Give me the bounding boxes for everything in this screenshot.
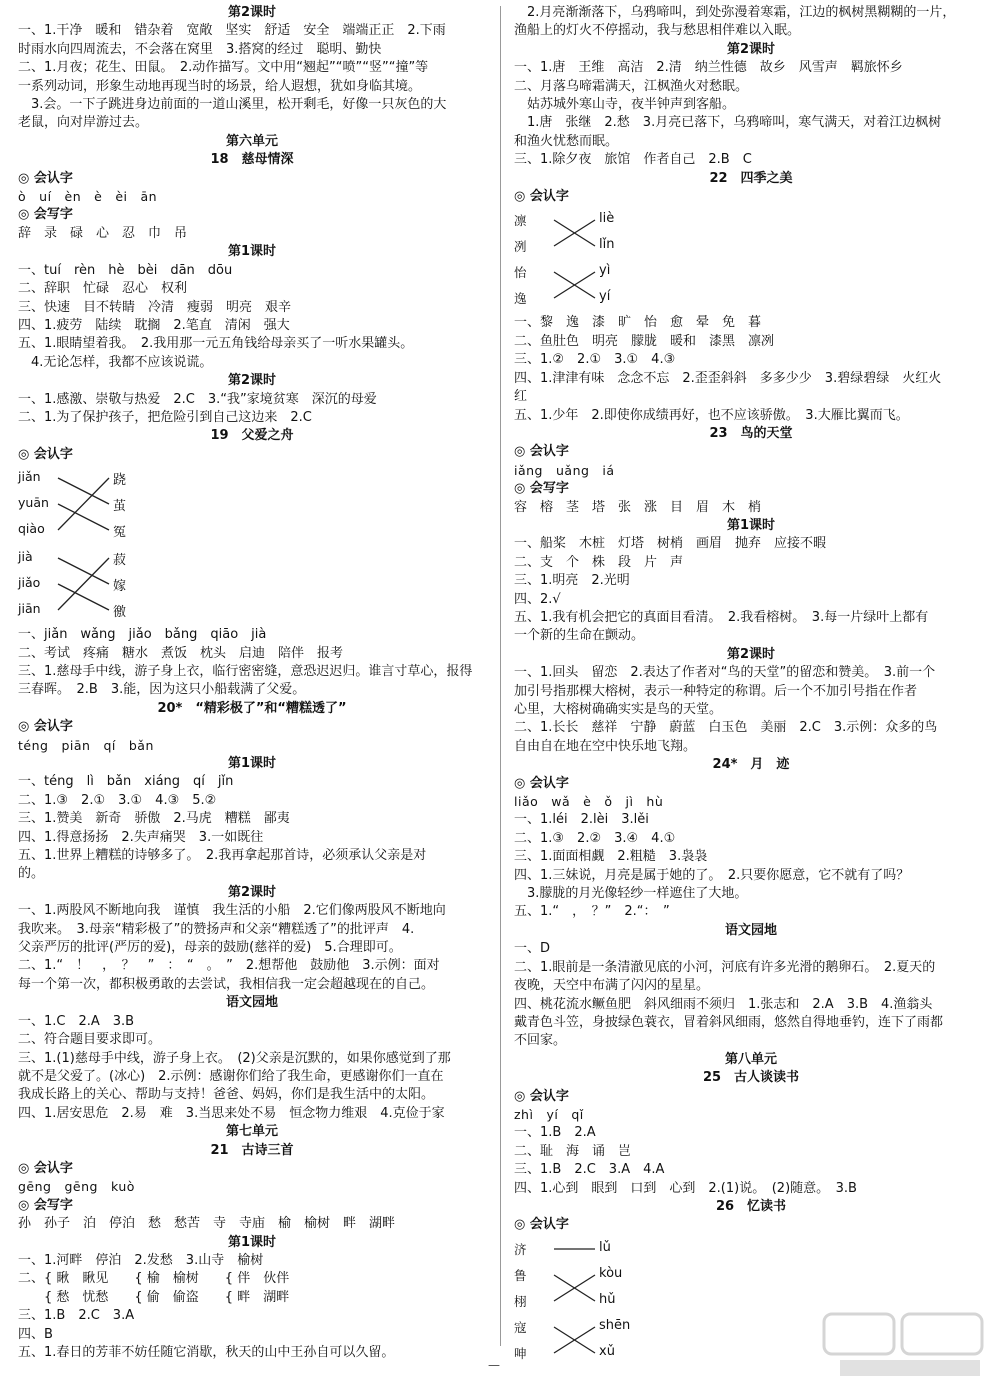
match-right-item: hǔ <box>599 1291 616 1307</box>
answer-line: 二、辞职 忙碌 忍心 权利 <box>18 281 188 297</box>
answer-line: 二、耻 海 诵 岂 <box>514 1143 632 1159</box>
match-right-item: xǔ <box>599 1343 615 1359</box>
matching-exercise <box>18 466 486 544</box>
answer-line: 三、1.B 2.C 3.A 4.A <box>514 1162 665 1178</box>
answer-line: 四、B <box>18 1326 53 1342</box>
answer-line: 三、1.B 2.C 3.A <box>18 1308 135 1324</box>
answer-line: 五、1.少年 2.即使你成绩再好，也不应该骄傲。 3.大雁比翼而飞。 <box>514 407 909 423</box>
section-heading: 第1课时 <box>726 517 776 533</box>
match-right-item: lǐn <box>599 237 615 253</box>
answer-line: 一、1.河畔 停泊 2.发愁 3.山寺 榆树 <box>18 1252 264 1268</box>
answer-line: 二、1.为了保护孩子，把危险引到自己这边来 2.C <box>18 409 312 425</box>
match-left-item: 冽 <box>514 239 527 255</box>
answer-line: 一、1.回头 留恋 2.表达了作者对“鸟的天堂”的留恋和赞美。 3.前一个 <box>514 665 936 681</box>
section-heading: 第1课时 <box>227 756 277 771</box>
answer-line: 4.无论怎样，我都不应该说谎。 <box>18 354 213 370</box>
match-left-item: 凛 <box>514 213 527 229</box>
match-left-item: 鲁 <box>514 1267 527 1283</box>
subsection-label: ◎ 会认字 <box>18 446 73 462</box>
answer-line: 就不是父爱了。(冰心) 2.示例：感谢你们给了我生命，更感谢你们一直在 <box>18 1068 444 1084</box>
answer-line: 姑苏城外寒山寺，夜半钟声到客船。 <box>514 97 736 113</box>
answer-line: 时雨水向四周流去，不会落在窝里 3.搭窝的经过 聪明、勤快 <box>18 41 382 57</box>
answer-line: 一个新的生命在颤动。 <box>514 628 645 644</box>
match-right-item: 菽 <box>113 553 127 569</box>
subsection-label: ◎ 会写字 <box>18 207 73 223</box>
match-right-item: liè <box>599 211 615 227</box>
subsection-label: ◎ 会写字 <box>18 1197 73 1213</box>
matching-lines <box>514 1237 654 1367</box>
match-left-item: jiǎn <box>18 469 41 485</box>
answer-line: iǎng uǎng iá <box>514 462 615 478</box>
answer-line: 心里，大榕树确确实实是鸟的天堂。 <box>514 702 723 717</box>
subsection-label: ◎ 会认字 <box>18 719 73 735</box>
answer-line: téng piān qí bǎn <box>18 737 154 753</box>
answer-line: 一、1.B 2.A <box>514 1125 596 1141</box>
answer-line: 五、1.眼睛望着我。 2.我用那一元五角钱给母亲买了一听水果罐头。 <box>18 336 414 352</box>
match-right-item: 冤 <box>113 525 127 541</box>
answer-line: 二、支 个 株 段 片 声 <box>514 554 684 570</box>
section-heading: 第七单元 <box>225 1124 278 1140</box>
answer-line: 和渔火忧愁而眠。 <box>514 133 619 149</box>
answer-line: 红 <box>514 389 528 405</box>
match-right-item: 茧 <box>113 499 127 515</box>
section-heading: 第2课时 <box>227 884 277 900</box>
answer-line: 五、1.“ ， ？” 2.“： ” <box>514 904 670 920</box>
subsection-label: ◎ 会认字 <box>514 444 569 460</box>
match-left-item: 寇 <box>514 1319 527 1335</box>
answer-line: 辞 录 碌 心 忍 巾 吊 <box>18 225 188 241</box>
section-heading: 第2课时 <box>227 373 277 389</box>
section-heading: 18 慈母情深 <box>210 152 294 168</box>
match-line <box>58 558 109 610</box>
answer-line: 一系列动词，形象生动地再现当时的场景，给人遐想，犹如身临其境。 <box>18 78 422 94</box>
section-heading: 20* “精彩极了”和“糟糕透了” <box>157 700 347 716</box>
answer-line: 三、1.慈母手中线，游子身上衣，临行密密缝，意恐迟迟归。谁言寸草心，报得 <box>18 663 473 679</box>
section-heading: 21 古诗三首 <box>210 1142 294 1158</box>
section-heading: 22 四季之美 <box>709 170 793 186</box>
match-line <box>58 584 109 610</box>
answer-line: 三、1.面面相觑 2.粗糙 3.袅袅 <box>514 849 708 865</box>
match-line <box>58 478 109 504</box>
match-left-item: jiān <box>18 601 41 617</box>
answer-line: 加引号指那棵大榕树，表示一种特定的称谓。后一个不加引号指在作者 <box>514 683 918 699</box>
match-left-item: 济 <box>514 1241 527 1257</box>
section-heading: 第1课时 <box>227 244 277 260</box>
answer-line: 三、1.除夕夜 旅馆 作者自己 2.B C <box>514 152 752 168</box>
answer-line: 一、jiǎn wǎng jiǎo bǎng qiāo jià <box>18 627 267 643</box>
section-heading: 25 古人谈读书 <box>702 1070 800 1086</box>
answer-line: zhì yí qǐ <box>514 1106 584 1122</box>
matching-exercise <box>514 208 988 312</box>
column-divider <box>500 6 501 1346</box>
match-right-item: kòu <box>599 1265 623 1281</box>
section-heading: 26 忆读书 <box>715 1198 787 1214</box>
answer-line: 四、1.津津有味 念念不忘 2.歪歪斜斜 多多少少 3.碧绿碧绿 火红火 <box>514 370 942 386</box>
answer-line: 戴青色斗笠，身披绿色蓑衣，冒着斜风细雨，悠然自得地垂钓，连下了雨都 <box>514 1014 944 1030</box>
answer-line: 二、符合题目要求即可。 <box>18 1032 162 1048</box>
match-left-item: 栩 <box>514 1293 527 1309</box>
answer-line: 二、考试 疼痛 糖水 煮饭 枕头 启迪 陪伴 报考 <box>18 645 344 661</box>
answer-line: 二、1.长长 慈祥 宁静 蔚蓝 白玉色 美丽 2.C 3.示例：众多的鸟 <box>514 720 938 736</box>
answer-line: 二、1.③ 2.② 3.④ 4.① <box>514 830 676 846</box>
matching-exercise <box>18 546 486 624</box>
answer-line: { 愁 忧愁 { 偷 偷盗 { 畔 湖畔 <box>18 1289 290 1305</box>
answer-line: 3.朦胧的月光像轻纱一样遮住了大地。 <box>514 886 748 902</box>
subsection-label: ◎ 会认字 <box>514 189 569 205</box>
match-right-item: yì <box>599 263 611 279</box>
section-heading: 24* 月 迹 <box>712 757 790 773</box>
answer-line: 1.唐 张继 2.愁 3.月亮已落下，乌鸦啼叫，寒气满天，对着江边枫树 <box>514 115 942 131</box>
match-right-item: yí <box>599 289 611 305</box>
answer-line: 二、{ 瞅 瞅见 { 榆 榆树 { 伴 伙伴 <box>18 1271 290 1287</box>
section-heading: 23 鸟的天堂 <box>709 425 793 441</box>
answer-line: 二、1.月夜；花生、田鼠。 2.动作描写。文中用“翘起”“喷”“竖”“撞”等 <box>18 60 429 76</box>
match-left-item: 怡 <box>514 265 527 281</box>
matching-lines <box>514 208 654 312</box>
section-heading: 第六单元 <box>225 133 278 149</box>
answer-line: 一、tuí rèn hè bèi dān dōu <box>18 262 233 278</box>
answer-line: 一、1.干净 暖和 错杂着 宽敞 坚实 舒适 安全 端端正正 2.下雨 <box>18 23 446 39</box>
answer-line: 五、1.春日的芳菲不妨任随它消歇，秋天的山中王孙自可以久留。 <box>18 1345 395 1360</box>
right-column <box>514 4 988 1369</box>
section-heading: 第1课时 <box>227 1234 277 1250</box>
match-right-item: 嫁 <box>113 579 127 595</box>
match-right-item: shēn <box>599 1317 631 1333</box>
answer-line: 一、1.两股风不断地向我 谨慎 我生活的小船 2.它们像两股风不断地向 <box>18 903 446 919</box>
answer-line: 一、D <box>514 941 551 957</box>
answer-line: 三、1.(1)慈母手中线，游子身上衣。 (2)父亲是沉默的，如果你感觉到了那 <box>18 1050 451 1066</box>
answer-line: 三、1.赞美 新奇 骄傲 2.马虎 糟糕 鄙夷 <box>18 811 290 827</box>
subsection-label: ◎ 会认字 <box>514 1088 569 1104</box>
answer-line: 一、黎 逸 漆 旷 怡 愈 晕 免 暮 <box>514 315 762 331</box>
answer-line: 夜晚，天空中布满了闪闪的星星。 <box>514 978 710 994</box>
answer-line: 三、1.② 2.① 3.① 4.③ <box>514 352 676 368</box>
answer-line: 三、1.明亮 2.光明 <box>514 573 630 589</box>
subsection-label: ◎ 会认字 <box>18 170 73 186</box>
match-right-item: 跷 <box>113 473 127 489</box>
answer-line: 渔船上的灯火不停摇动，我与愁思相伴难以入眠。 <box>514 23 801 39</box>
answer-line: 四、1.疲劳 陆续 耽搁 2.笔直 清闲 强大 <box>18 317 290 333</box>
answer-line: 二、1.③ 2.① 3.① 4.③ 5.② <box>18 792 217 808</box>
match-left-item: jiǎo <box>18 575 41 591</box>
answer-line: 3.会。一下子跳进身边前面的一道山溪里，松开剩毛，好像一只灰色的大 <box>18 97 447 113</box>
answer-line: 二、月落乌啼霜满天，江枫渔火对愁眠。 <box>514 78 749 94</box>
match-line <box>58 478 109 530</box>
left-column <box>18 4 486 1362</box>
answer-line: 四、桃花流水鳜鱼肥 斜风细雨不须归 1.张志和 2.A 3.B 4.渔翁头 <box>514 996 933 1012</box>
answer-line: 四、1.三妹说，月亮是属于她的了。 2.只要你愿意，它不就有了吗？ <box>514 867 910 883</box>
page-number: — <box>488 1358 500 1372</box>
section-heading: 第2课时 <box>726 41 776 57</box>
subsection-label: ◎ 会认字 <box>18 1160 73 1176</box>
answer-line: 二、1.“ ！ ， ？ ” ： “ 。 ” 2.想帮他 鼓励他 3.示例：面对 <box>18 958 440 974</box>
answer-line: 三春晖。 2.B 3.能，因为这只小船载满了父爱。 <box>18 682 306 698</box>
subsection-label: ◎ 会写字 <box>514 481 569 497</box>
answer-line: 2.月亮渐渐落下，乌鸦啼叫，到处弥漫着寒霜，江边的枫树黑糊糊的一片， <box>514 5 956 20</box>
answer-line: 四、2.√ <box>514 591 561 607</box>
answer-line: 我成长路上的关心、帮助与支持！爸爸、妈妈，你们是我生活中的太阳。 <box>18 1087 435 1103</box>
answer-line: 三、快速 目不转睛 冷清 瘦弱 明亮 艰辛 <box>18 299 292 315</box>
answer-line: 一、船桨 木桩 灯塔 树梢 画眉 抛弃 应接不暇 <box>514 536 827 552</box>
answer-line: 一、téng lì bǎn xiáng qí jǐn <box>18 774 234 790</box>
section-heading: 第八单元 <box>724 1051 777 1067</box>
subsection-label: ◎ 会认字 <box>514 1217 569 1233</box>
section-heading: 19 父爱之舟 <box>210 428 294 444</box>
answer-line: 自由自在地在空中快乐地飞翔。 <box>514 738 697 754</box>
match-right-item: lǔ <box>599 1239 611 1255</box>
answer-line: 一、1.唐 王维 高洁 2.清 纳兰性德 故乡 风雪声 羁旅怀乡 <box>514 60 903 76</box>
answer-line: 四、1.得意扬扬 2.失声痛哭 3.一如既往 <box>18 829 264 845</box>
match-line <box>58 504 109 530</box>
answer-line: gēng gēng kuò <box>18 1179 135 1195</box>
answer-line: 一、1.léi 2.lèi 3.lěi <box>514 812 649 828</box>
answer-line: 我吹来。 3.母亲“精彩极了”的赞扬声和父亲“糟糕透了”的批评声 4. <box>18 921 415 937</box>
section-heading: 第2课时 <box>227 5 277 20</box>
answer-line: 一、1.C 2.A 3.B <box>18 1013 135 1029</box>
watermark-logo-icon <box>820 1310 990 1380</box>
answer-line: 二、1.眼前是一条清澈见底的小河，河底有许多光滑的鹅卵石。 2.夏天的 <box>514 959 936 975</box>
answer-line: 的。 <box>18 866 45 882</box>
match-left-item: 逸 <box>514 291 527 307</box>
answer-line: 每一个第一次，都积极勇敢的去尝试，我相信我一定会超越现在的自己。 <box>18 976 435 992</box>
answer-line: 一、1.感激、崇敬与热爱 2.C 3.“我”家境贫寒 深沉的母爱 <box>18 391 377 407</box>
match-left-item: jià <box>18 549 33 565</box>
answer-line: 容 榕 茎 塔 张 涨 目 眉 木 梢 <box>514 499 762 515</box>
answer-line: 四、1.居安思危 2.易 难 3.当思来处不易 恒念物力维艰 4.克俭于家 <box>18 1105 445 1121</box>
match-right-item: 徼 <box>113 605 127 621</box>
answer-line: 孙 孙子 泊 停泊 愁 愁苦 寺 寺庙 榆 榆树 畔 湖畔 <box>18 1216 396 1232</box>
match-left-item: 呻 <box>514 1345 527 1361</box>
answer-line: liǎo wǎ è ǒ jì hù <box>514 794 664 810</box>
match-line <box>58 558 109 584</box>
answer-line: 四、1.心到 眼到 口到 心到 2.(1)说。 (2)随意。 3.B <box>514 1180 857 1196</box>
match-left-item: qiào <box>18 521 45 537</box>
answer-line: 五、1.我有机会把它的真面目看清。 2.我看榕树。 3.每一片绿叶上都有 <box>514 609 929 625</box>
answer-line: 不回家。 <box>514 1033 567 1049</box>
section-heading: 第2课时 <box>726 646 776 662</box>
answer-line: 二、鱼肚色 明亮 朦胧 暖和 漆黑 凛冽 <box>514 333 775 349</box>
section-heading: 语文园地 <box>225 995 278 1011</box>
match-left-item: yuān <box>18 495 49 511</box>
answer-line: 老鼠，向对岸游过去。 <box>18 115 149 131</box>
section-heading: 语文园地 <box>724 922 777 938</box>
answer-line: 父亲严厉的批评(严厉的爱)，母亲的鼓励(慈祥的爱) 5.合理即可。 <box>18 940 402 956</box>
answer-line: 五、1.世界上糟糕的诗够多了。 2.我再拿起那首诗，必须承认父亲是对 <box>18 848 427 864</box>
answer-line: ò uí èn è èi ān <box>18 189 158 205</box>
subsection-label: ◎ 会认字 <box>514 775 569 791</box>
